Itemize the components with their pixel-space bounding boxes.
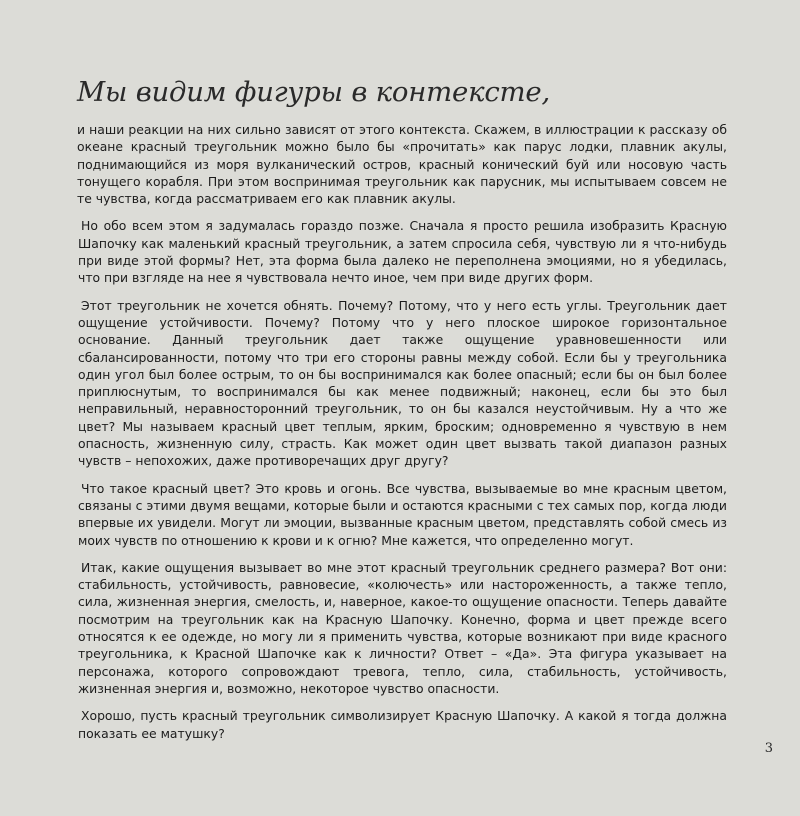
paragraph: Хорошо, пусть красный треугольник символизирует Красную Шапочку. А какой я тогда должна показать ее матушку? (78, 708, 727, 741)
paragraph: Что такое красный цвет? Это кровь и огонь. Все чувства, вызываемые во мне красным цветом, связаны с этими двумя вещами, которые были и остаются красными с тех самых пор, когда люди впервые их увидели. Могут ли эмоции, вызванные красным цветом, представлять собой смесь из моих чувств по отношению к крови и к огню? Мне кажется, что определенно могут. (78, 480, 727, 548)
paragraph: Итак, какие ощущения вызывает во мне этот красный треугольник среднего размера? Вот они: стабильность, устойчивость, равновесие, «колючесть» или настороженность, а также тепло, сила, жизненная энергия, смелость, и, наверное, какое-то ощущение опасности. Теперь давайте посмотрим на треугольник как на Красную Шапочку. Конечно, форма и цвет прежде всего относятся к ее одежде, но могу ли я применить чувства, которые возникают при виде красного треугольника, к Красной Шапочке как к личности? Ответ – «Да». Эта фигура указывает на персонажа, которого сопровождают тревога, тепло, сила, стабильность, устойчивость, жизненная энергия и, возможно, некоторое чувство опасности. (78, 559, 727, 696)
paragraph: Этот треугольник не хочется обнять. Почему? Потому, что у него есть углы. Треугольник дает ощущение устойчивости. Почему? Потому что у него плоское широкое горизонтальное основание. Данный треугольник дает также ощущение уравновешенности или сбалансированности, потому что три его стороны равны между собой. Если бы у треугольника один угол был более острым, то он бы воспринимался как более опасный; если бы он был более приплюснутым, то воспринимался бы как менее подвижный; наконец, если бы это был неправильный, неравносторонний треугольник, то он бы казался неустойчивым. Ну а что же цвет? Мы называем красный цвет теплым, ярким, броским; одновременно я чувствую в нем опасность, жизненную силу, страсть. Как может один цвет вызвать такой диапазон разных чувств – непохожих, даже противоречащих друг другу? (78, 297, 727, 469)
section-heading: Мы видим фигуры в контексте, (77, 76, 551, 108)
body-text (78, 121, 727, 742)
page-number: 3 (764, 741, 773, 756)
paragraph: Но обо всем этом я задумалась гораздо позже. Сначала я просто решила изобразить Красную Шапочку как маленький красный треугольник, а затем спросила себя, чувствую ли я что-нибудь при виде этой формы? Нет, эта форма была далеко не переполнена эмоциями, но я убедилась, что при взгляде на нее я чувствовала нечто иное, чем при виде других форм. (78, 218, 727, 286)
paragraph: и наши реакции на них сильно зависят от этого контекста. Скажем, в иллюстрации к рассказу об океане красный треугольник можно было бы «прочитать» как парус лодки, плавник акулы, поднимающийся из моря вулканический остров, красный конический буй или носовую часть тонущего корабля. При этом воспринимая треугольник как парусник, мы испытываем совсем не те чувства, когда рассматриваем его как плавник акулы. (77, 122, 727, 207)
